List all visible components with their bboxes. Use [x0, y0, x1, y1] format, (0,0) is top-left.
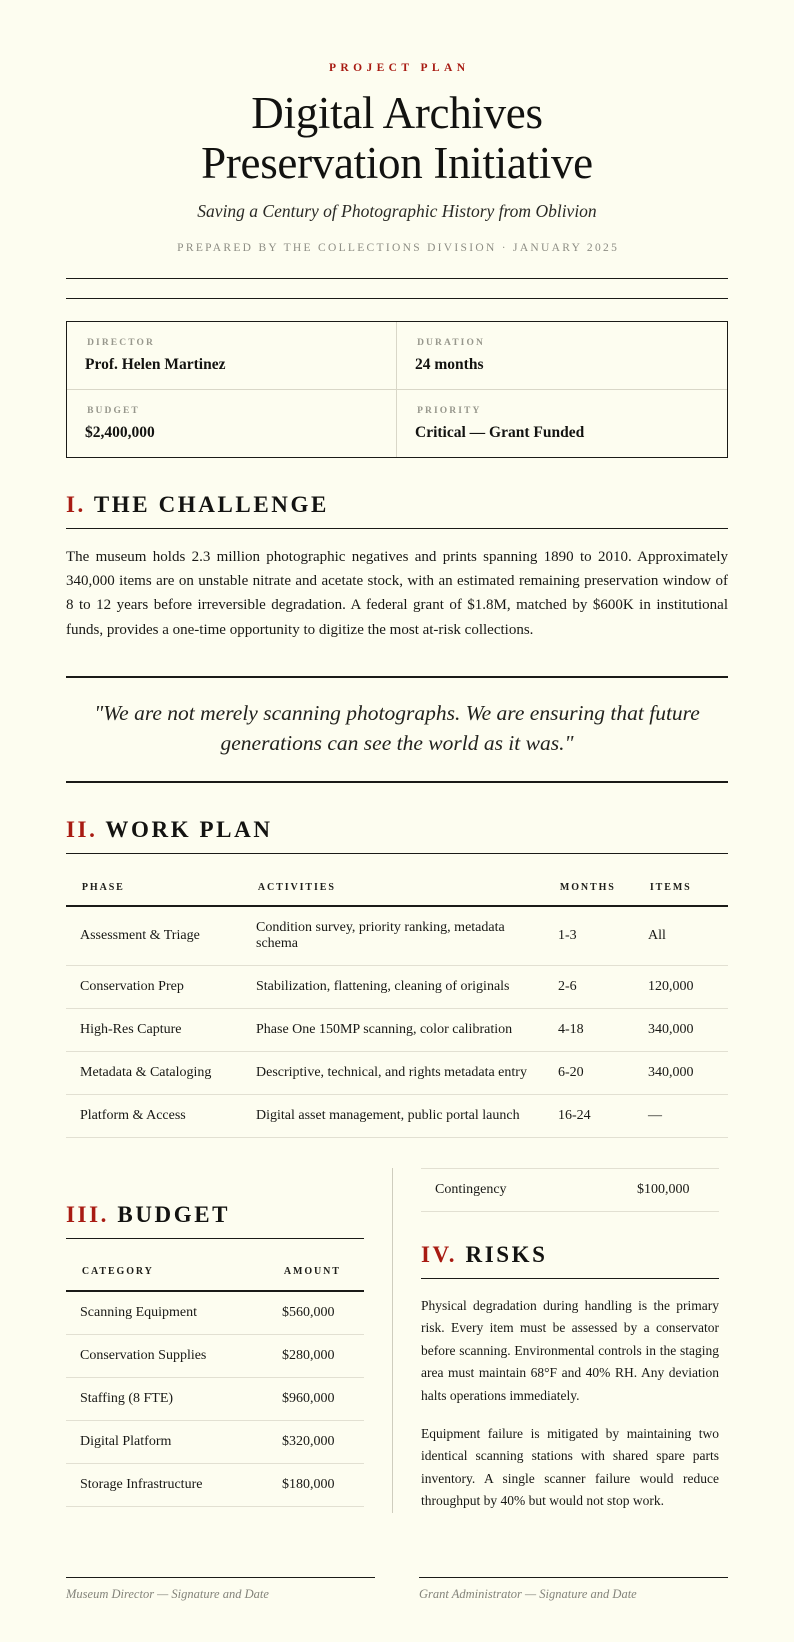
cell-activities: Digital asset management, public portal launch	[256, 1095, 558, 1138]
cell-amount: $100,000	[637, 1169, 719, 1212]
cell-months: 4-18	[558, 1009, 648, 1052]
column-header-activities: ACTIVITIES	[256, 870, 558, 906]
title-line-1: Digital Archives	[251, 88, 543, 138]
signature-block	[66, 1577, 728, 1602]
cell-phase: Platform & Access	[66, 1095, 256, 1138]
cell-amount: $180,000	[282, 1464, 364, 1507]
section-heading-risks	[421, 1242, 719, 1268]
column-header-items: ITEMS	[648, 870, 728, 906]
cell-items: 340,000	[648, 1009, 728, 1052]
section-rule	[66, 528, 728, 529]
table-row	[66, 1378, 364, 1421]
cell-category: Storage Infrastructure	[66, 1464, 282, 1507]
table-row	[66, 1095, 728, 1138]
cell-activities: Stabilization, flattening, cleaning of originals	[256, 966, 558, 1009]
section-title: BUDGET	[117, 1202, 231, 1227]
cell-activities: Descriptive, technical, and rights metadata entry	[256, 1052, 558, 1095]
section-number: III.	[66, 1202, 110, 1227]
column-header-category: CATEGORY	[66, 1253, 282, 1291]
subtitle: Saving a Century of Photographic History from Oblivion	[197, 200, 597, 221]
meta-cell-director	[67, 322, 397, 390]
table-header-row	[66, 1253, 364, 1291]
meta-label-director: DIRECTOR	[87, 337, 155, 348]
document-header	[66, 62, 728, 299]
cell-phase: Metadata & Cataloging	[66, 1052, 256, 1095]
meta-cell-budget	[67, 390, 397, 457]
meta-cell-priority	[397, 390, 727, 457]
cell-months: 16-24	[558, 1095, 648, 1138]
cell-category: Scanning Equipment	[66, 1291, 282, 1335]
section-number: I.	[66, 491, 86, 517]
table-row	[66, 1335, 364, 1378]
meta-cell-duration	[397, 322, 727, 390]
meta-label-duration: DURATION	[417, 337, 485, 348]
meta-label-budget: BUDGET	[87, 405, 140, 416]
section-rule	[66, 1238, 364, 1239]
cell-months: 6-20	[558, 1052, 648, 1095]
risks-paragraph-2: Equipment failure is mitigated by maintaining two identical scanning stations with shared spare parts inventory. A single scanner failure would reduce throughput by 40% but would not stop work.	[421, 1426, 719, 1509]
cell-category: Digital Platform	[66, 1421, 282, 1464]
byline: PREPARED BY THE COLLECTIONS DIVISION · JANUARY 2025	[177, 241, 620, 254]
column-left	[66, 1168, 392, 1513]
pull-quote-text: "We are not merely scanning photographs. We are ensuring that future generations can see the world as it was."	[94, 700, 700, 756]
cell-phase: Conservation Prep	[66, 966, 256, 1009]
section-challenge	[66, 492, 728, 642]
signature-line-director	[66, 1577, 375, 1602]
meta-value-priority: Critical — Grant Funded	[415, 423, 585, 441]
eyebrow-label: PROJECT PLAN	[328, 62, 470, 74]
section-number: II.	[66, 817, 98, 842]
cell-category: Conservation Supplies	[66, 1335, 282, 1378]
budget-table	[66, 1253, 364, 1507]
section-rule	[421, 1278, 719, 1279]
section-heading-budget	[66, 1202, 364, 1228]
cell-category: Contingency	[421, 1169, 637, 1212]
workplan-table	[66, 870, 728, 1138]
meta-value-duration: 24 months	[415, 355, 484, 373]
meta-label-priority: PRIORITY	[417, 405, 482, 416]
section-rule	[66, 853, 728, 854]
table-row	[66, 906, 728, 966]
cell-amount: $560,000	[282, 1291, 364, 1335]
section-heading-challenge	[66, 492, 728, 518]
table-row	[66, 1009, 728, 1052]
column-header-phase: PHASE	[66, 870, 256, 906]
risks-paragraph-1: Physical degradation during handling is the primary risk. Every item must be assessed by a conservator before scanning. Environmental controls in the staging area must maintain 68°F and 40% RH. Any deviation halts operations immediately.	[421, 1298, 719, 1403]
section-title: RISKS	[465, 1242, 548, 1267]
title-line-2: Preservation Initiative	[201, 138, 593, 189]
meta-value-budget: $2,400,000	[85, 423, 155, 441]
cell-amount: $280,000	[282, 1335, 364, 1378]
signature-label-director: Museum Director — Signature and Date	[66, 1586, 269, 1601]
meta-value-director: Prof. Helen Martinez	[85, 355, 226, 373]
column-top-spacer	[66, 1168, 364, 1202]
table-row	[66, 1464, 364, 1507]
table-row	[66, 1421, 364, 1464]
cell-category: Staffing (8 FTE)	[66, 1378, 282, 1421]
table-header-row	[66, 870, 728, 906]
cell-items: 120,000	[648, 966, 728, 1009]
section-workplan	[66, 817, 728, 1138]
cell-phase: High-Res Capture	[66, 1009, 256, 1052]
signature-line-grant-administrator	[419, 1577, 728, 1602]
cell-activities: Phase One 150MP scanning, color calibration	[256, 1009, 558, 1052]
metadata-grid	[66, 321, 728, 458]
column-header-months: MONTHS	[558, 870, 648, 906]
section-number: IV.	[421, 1242, 458, 1267]
table-row	[66, 1291, 364, 1335]
rule-bottom	[66, 298, 728, 299]
section-heading-workplan	[66, 817, 728, 843]
page-title	[66, 88, 728, 189]
signature-label-grant-administrator: Grant Administrator — Signature and Date	[419, 1586, 637, 1601]
cell-amount: $960,000	[282, 1378, 364, 1421]
column-right	[393, 1168, 719, 1513]
challenge-body: The museum holds 2.3 million photographic negatives and prints spanning 1890 to 2010. Approximately 340,000 items are on unstable nitrate and acetate stock, with an estimated remaining preservation window of 8 to 12 years before irreversible degradation. A federal grant of $1.8M, matched by $600K in institutional funds, provides a one-time opportunity to digitize the most at-risk collections.	[66, 548, 728, 638]
table-row	[421, 1169, 719, 1212]
cell-months: 1-3	[558, 906, 648, 966]
cell-items: —	[648, 1095, 728, 1138]
table-row	[66, 1052, 728, 1095]
rule-top	[66, 278, 728, 279]
cell-items: 340,000	[648, 1052, 728, 1095]
cell-activities: Condition survey, priority ranking, metadata schema	[256, 906, 558, 966]
table-row	[66, 966, 728, 1009]
cell-items: All	[648, 906, 728, 966]
header-double-rule	[66, 278, 728, 299]
two-column-region	[66, 1168, 728, 1513]
budget-table-continued	[421, 1168, 719, 1212]
cell-phase: Assessment & Triage	[66, 906, 256, 966]
section-risks	[421, 1242, 719, 1513]
column-header-amount: AMOUNT	[282, 1253, 364, 1291]
section-title: THE CHALLENGE	[93, 491, 329, 517]
section-title: WORK PLAN	[105, 817, 273, 842]
pull-quote	[66, 676, 728, 783]
cell-months: 2-6	[558, 966, 648, 1009]
cell-amount: $320,000	[282, 1421, 364, 1464]
